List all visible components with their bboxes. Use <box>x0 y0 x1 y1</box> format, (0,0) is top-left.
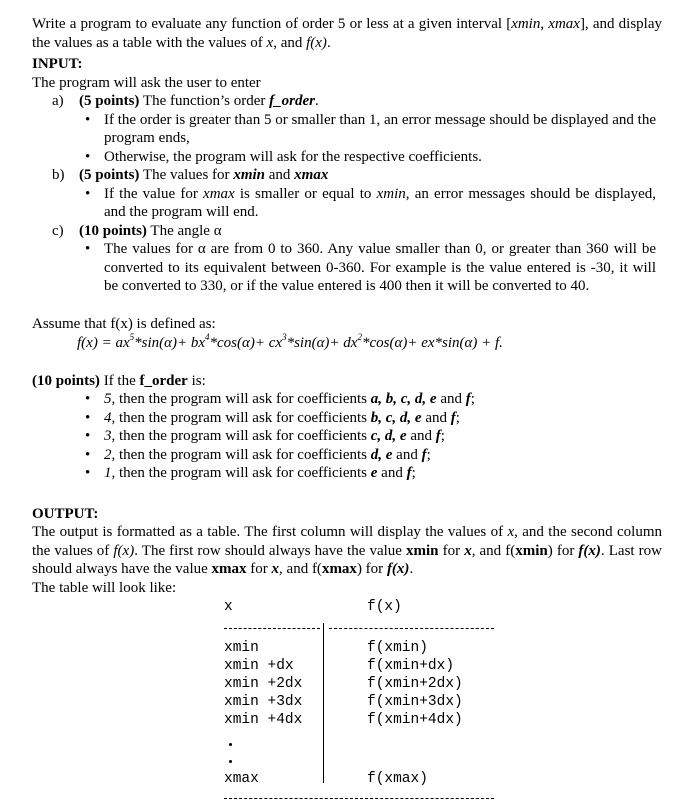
formula-exp: 3 <box>282 332 287 342</box>
order-pre: , then the program will ask for coefficients <box>111 428 371 444</box>
order-last: f <box>435 428 441 444</box>
formula-part: *sin(α)+ dx <box>286 335 358 351</box>
intro-x: x <box>266 34 274 51</box>
order-end: is: <box>187 372 206 389</box>
output-xmin: xmin <box>515 542 548 559</box>
item-a-end: . <box>314 93 319 109</box>
intro-fx: f(x) <box>306 34 327 51</box>
formula-part: f(x) = ax <box>77 335 130 351</box>
order-points: (10 points) <box>32 372 100 389</box>
list-item: • Otherwise, the program will ask for the respective coefficients. <box>85 148 656 167</box>
output-text: , and f( <box>471 542 516 559</box>
table-header <box>224 598 504 616</box>
cell-x: xmax <box>224 771 259 787</box>
order-last: f <box>450 409 456 426</box>
order-coefs: b, c, d, e <box>370 409 422 426</box>
output-text: . The first row should always have the value <box>134 542 407 559</box>
item-b-label: b) <box>52 167 65 183</box>
order-var: f_order <box>139 372 188 389</box>
item-c-label: c) <box>52 222 64 239</box>
ellipsis-dot <box>229 743 232 746</box>
output-paragraph <box>32 523 662 579</box>
item-a-bullets <box>85 111 656 167</box>
bullet-text: is smaller or equal to <box>234 185 377 202</box>
order-and: and <box>377 465 407 481</box>
order-bullets <box>85 390 662 483</box>
intro-text: Write a program to evaluate any function of order 5 or less at a given interval [ <box>32 16 512 32</box>
header-x: x <box>224 599 233 615</box>
item-a-points: (5 points) <box>79 93 140 109</box>
output-x: x <box>271 561 280 577</box>
input-heading: INPUT: <box>32 56 83 72</box>
formula-part: *cos(α)+ cx <box>209 335 283 351</box>
assume-lead: Assume that f(x) is defined as: <box>32 315 216 332</box>
order-and: and <box>436 391 466 407</box>
output-xmax: xmax <box>211 561 247 577</box>
intro-xmin: xmin <box>511 16 541 32</box>
assignment-document <box>32 15 662 597</box>
item-a <box>52 92 662 111</box>
item-c-bullets <box>85 240 656 296</box>
order-coefs: d, e <box>370 446 393 463</box>
output-fx: f(x) <box>113 542 135 559</box>
output-heading: OUTPUT: <box>32 505 99 522</box>
table-row <box>224 711 504 729</box>
intro-text: . <box>326 34 331 51</box>
order-last: f <box>465 391 471 407</box>
item-c-text <box>79 222 662 241</box>
cell-fx: f(xmin+3dx) <box>367 694 463 710</box>
formula-part: *cos(α)+ ex*sin(α) + f. <box>361 335 503 351</box>
order-semi: ; <box>426 446 431 463</box>
item-c-points: (10 points) <box>79 222 147 239</box>
cell-x: xmin +4dx <box>224 712 303 728</box>
order-last: f <box>406 465 412 481</box>
cell-x: xmin +3dx <box>224 694 303 710</box>
table-row <box>224 693 504 711</box>
table-lead: The table will look like: <box>32 579 177 596</box>
output-xmin: xmin <box>406 542 439 559</box>
output-x: x <box>507 524 515 540</box>
item-b-points: (5 points) <box>79 167 140 183</box>
order-and: and <box>421 409 451 426</box>
item-b-bullets <box>85 185 656 222</box>
bullet-text: If the value for <box>104 185 204 202</box>
output-text: . Last row should always have the value <box>32 542 662 577</box>
intro-xmax: xmax <box>548 16 580 32</box>
list-item <box>85 185 656 222</box>
list-item <box>85 446 662 465</box>
cell-fx: f(xmax) <box>367 771 428 787</box>
order-n: 2 <box>104 446 112 463</box>
output-fx: f(x) <box>386 561 410 577</box>
bullet-text: , an error messages should be displayed, and the program will end. <box>104 185 656 220</box>
output-text: for <box>246 561 272 577</box>
item-c <box>52 222 662 241</box>
output-text: ) for <box>356 561 387 577</box>
intro-text: , and <box>273 34 307 51</box>
order-coefs: c, d, e <box>370 428 407 444</box>
item-b-desc: The values for <box>139 167 234 183</box>
output-text: , and f( <box>279 561 322 577</box>
ellipsis-dot <box>229 760 232 763</box>
order-n: 4 <box>104 409 112 426</box>
table-rule-bottom <box>224 798 494 799</box>
table-row <box>224 657 504 675</box>
list-item <box>85 390 662 409</box>
order-semi: ; <box>455 409 460 426</box>
order-coefs: a, b, c, d, e <box>370 391 437 407</box>
item-a-desc: The function’s order <box>139 93 270 109</box>
bullet-xmin: xmin <box>376 185 406 202</box>
item-a-text <box>79 92 662 111</box>
order-pre: , then the program will ask for coefficients <box>111 391 371 407</box>
formula-exp: 4 <box>205 332 210 342</box>
formula-part: *sin(α)+ bx <box>134 335 206 351</box>
intro-text: , <box>540 16 549 32</box>
table-row-last <box>224 770 504 788</box>
function-formula <box>77 334 662 353</box>
intro-text: ], and display the values as a table with the values of <box>32 16 662 51</box>
output-text: for <box>438 542 465 559</box>
list-item <box>85 427 662 446</box>
order-section-heading <box>32 372 662 391</box>
input-lead: The program will ask the user to enter <box>32 74 261 91</box>
order-pre: , then the program will ask for coefficients <box>111 446 371 463</box>
output-text: . <box>409 561 414 577</box>
item-a-var: f_order <box>269 93 315 109</box>
list-item <box>85 409 662 428</box>
table-rule-top-right <box>329 628 494 629</box>
example-table <box>224 598 504 808</box>
item-b-and: and <box>265 167 295 183</box>
item-b-text <box>79 166 662 185</box>
cell-x: xmin +dx <box>224 658 294 674</box>
list-item <box>85 464 662 483</box>
cell-fx: f(xmin) <box>367 640 428 656</box>
order-and: and <box>392 446 422 463</box>
formula-exp: 5 <box>129 332 135 342</box>
item-b <box>52 166 662 185</box>
cell-x: xmin <box>224 640 259 656</box>
order-coefs: e <box>370 465 378 481</box>
item-a-label: a) <box>52 93 64 109</box>
list-item: • The values for α are from 0 to 360. Any value smaller than 0, or greater than 360 will be converted to its equivalent between 0-360. For example is the value entered is -30, it will be converted to 330, or if the value entered is 400 then it will be converted to 40. <box>85 240 656 296</box>
cell-fx: f(xmin+4dx) <box>367 712 463 728</box>
output-x: x <box>464 542 472 559</box>
item-c-desc: The angle α <box>146 222 222 239</box>
output-fx: f(x) <box>578 542 601 559</box>
order-pre: , then the program will ask for coefficients <box>111 409 371 426</box>
order-and: and <box>406 428 436 444</box>
order-semi: ; <box>470 391 475 407</box>
cell-x: xmin +2dx <box>224 676 303 692</box>
output-xmax: xmax <box>321 561 357 577</box>
order-text: If the <box>99 372 140 389</box>
order-last: f <box>421 446 427 463</box>
cell-fx: f(xmin+2dx) <box>367 676 463 692</box>
list-item: • If the order is greater than 5 or smaller than 1, an error message should be displayed and the program ends, <box>85 111 656 148</box>
output-text: The output is formatted as a table. The first column will display the values of <box>32 524 508 540</box>
item-b-var2: xmax <box>294 167 329 183</box>
order-semi: ; <box>440 428 445 444</box>
header-fx: f(x) <box>367 599 402 615</box>
order-semi: ; <box>411 465 416 481</box>
order-n: 3 <box>104 428 112 444</box>
order-n: 5 <box>104 391 112 407</box>
formula-exp: 2 <box>357 332 362 342</box>
item-b-var1: xmin <box>233 167 265 183</box>
table-row <box>224 639 504 657</box>
cell-fx: f(xmin+dx) <box>367 658 455 674</box>
bullet-xmax: xmax <box>203 185 235 202</box>
output-text: ) for <box>547 542 579 559</box>
order-pre: , then the program will ask for coefficients <box>111 465 371 481</box>
table-row <box>224 675 504 693</box>
output-text: , and the second column the values of <box>32 524 662 559</box>
intro-paragraph <box>32 15 662 52</box>
order-n: 1 <box>104 465 112 481</box>
table-rule-top-left <box>224 628 320 629</box>
